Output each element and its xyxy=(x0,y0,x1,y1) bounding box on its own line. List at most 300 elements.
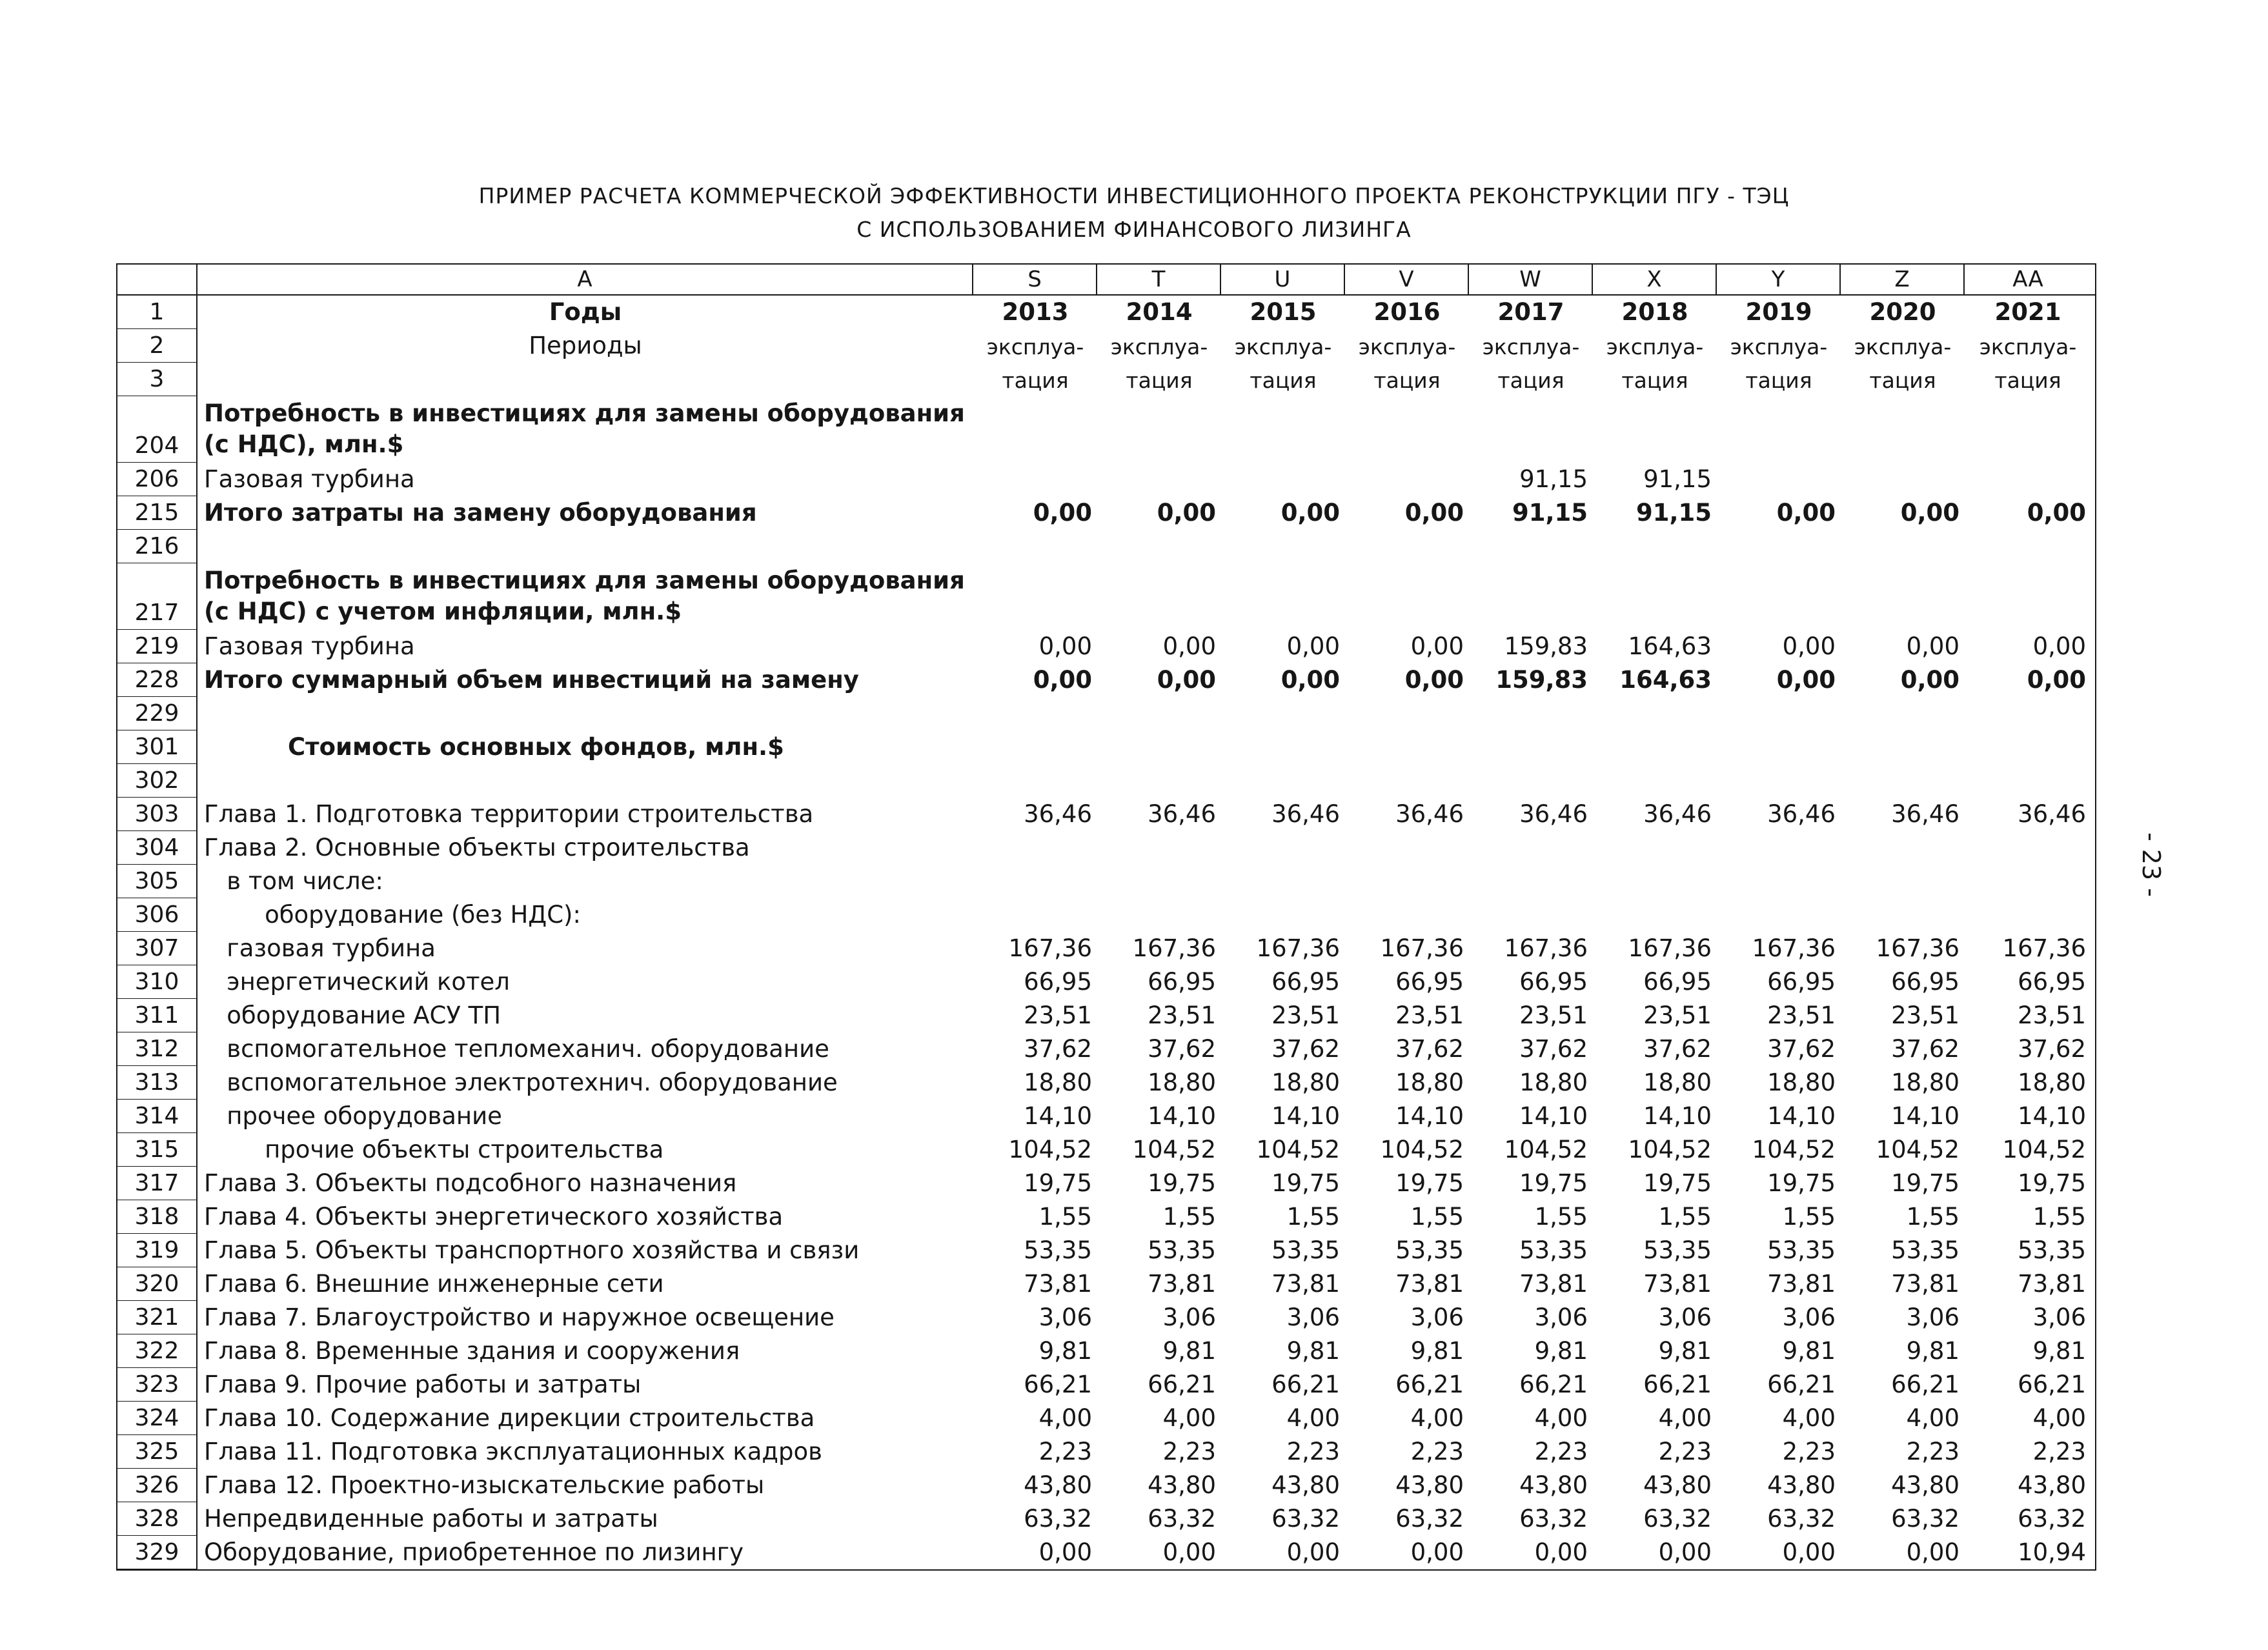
value-cell: 66,21 xyxy=(1395,1370,1464,1398)
value-cell: 18,80 xyxy=(1767,1068,1836,1096)
period-cell: эксплуа- xyxy=(1358,334,1456,360)
row-label: Глава 3. Объекты подсобного назначения xyxy=(204,1169,737,1197)
value-cell xyxy=(1965,865,2091,898)
value-cell xyxy=(1221,697,1345,730)
years-row xyxy=(117,296,2095,329)
table-row xyxy=(117,1301,2095,1334)
row-label: Непредвиденные работы и затраты xyxy=(204,1504,658,1533)
value-cell: 63,32 xyxy=(1891,1504,1959,1533)
value-cell: 1,55 xyxy=(1410,1202,1464,1231)
value-cell: 23,51 xyxy=(2018,1001,2086,1029)
column-header: A xyxy=(197,265,973,294)
value-cell: 66,21 xyxy=(1271,1370,1340,1398)
value-cell xyxy=(1841,898,1965,932)
period-cell: эксплуа- xyxy=(1730,334,1828,360)
value-cell xyxy=(1469,697,1593,730)
value-cell: 91,15 xyxy=(1512,498,1588,527)
value-cell xyxy=(1841,463,1965,496)
value-cell: 43,80 xyxy=(1643,1471,1712,1499)
row-label: Глава 9. Прочие работы и затраты xyxy=(204,1370,642,1398)
row-label: вспомогательное тепломеханич. оборудование xyxy=(204,1034,829,1063)
value-cell xyxy=(1097,898,1221,932)
row-label: Итого затраты на замену оборудования xyxy=(204,498,757,527)
value-cell xyxy=(1841,697,1965,730)
years-label: Годы xyxy=(549,297,622,326)
row-number: 319 xyxy=(117,1234,197,1267)
period-cell: эксплуа- xyxy=(1854,334,1952,360)
value-cell xyxy=(973,530,1097,563)
value-cell: 63,32 xyxy=(1271,1504,1340,1533)
value-cell: 36,46 xyxy=(1767,800,1836,828)
row-number: 307 xyxy=(117,932,197,965)
value-cell: 2,23 xyxy=(1162,1437,1216,1465)
value-cell: 14,10 xyxy=(1271,1102,1340,1130)
value-cell: 3,06 xyxy=(1162,1303,1216,1331)
value-cell: 53,35 xyxy=(1024,1236,1092,1264)
table-row xyxy=(117,1167,2095,1200)
value-cell xyxy=(1965,563,2091,630)
year-2021: 2021 xyxy=(1994,297,2061,326)
value-cell: 9,81 xyxy=(1658,1336,1712,1365)
value-cell xyxy=(1345,831,1469,865)
row-number: 215 xyxy=(117,496,197,530)
column-header: Y xyxy=(1717,265,1841,294)
value-cell: 1,55 xyxy=(1286,1202,1340,1231)
table-row xyxy=(117,396,2095,463)
value-cell xyxy=(973,865,1097,898)
value-cell: 3,06 xyxy=(1286,1303,1340,1331)
row-label: в том числе: xyxy=(204,867,383,895)
row-number: 324 xyxy=(117,1402,197,1435)
row-label: энергетический котел xyxy=(204,967,510,996)
table-row xyxy=(117,1032,2095,1066)
value-cell: 0,00 xyxy=(2032,632,2086,660)
value-cell: 9,81 xyxy=(1906,1336,1959,1365)
value-cell: 3,06 xyxy=(1782,1303,1836,1331)
period-cell: тация xyxy=(1126,368,1193,394)
value-cell xyxy=(1221,898,1345,932)
value-cell: 23,51 xyxy=(1767,1001,1836,1029)
value-cell: 2,23 xyxy=(2032,1437,2086,1465)
value-cell: 0,00 xyxy=(1410,1538,1464,1566)
value-cell xyxy=(973,463,1097,496)
period-cell: тация xyxy=(1621,368,1688,394)
value-cell: 73,81 xyxy=(1024,1269,1092,1298)
value-cell: 73,81 xyxy=(1767,1269,1836,1298)
value-cell: 19,75 xyxy=(1643,1169,1712,1197)
value-cell: 167,36 xyxy=(1256,934,1340,962)
value-cell: 36,46 xyxy=(1519,800,1588,828)
period-cell: эксплуа- xyxy=(986,334,1084,360)
value-cell: 164,63 xyxy=(1628,632,1712,660)
value-cell: 0,00 xyxy=(1782,632,1836,660)
table-row xyxy=(117,764,2095,798)
row-label: Глава 5. Объекты транспортного хозяйства и связи xyxy=(204,1236,860,1264)
value-cell xyxy=(1593,530,1717,563)
value-cell xyxy=(1965,831,2091,865)
value-cell xyxy=(1097,463,1221,496)
value-cell xyxy=(1717,730,1841,764)
value-cell: 18,80 xyxy=(1891,1068,1959,1096)
value-cell xyxy=(1593,563,1717,630)
value-cell: 1,55 xyxy=(1038,1202,1092,1231)
value-cell: 3,06 xyxy=(2032,1303,2086,1331)
value-cell: 4,00 xyxy=(1534,1404,1588,1432)
period-cell: тация xyxy=(1994,368,2061,394)
value-cell: 14,10 xyxy=(1767,1102,1836,1130)
value-cell: 4,00 xyxy=(1162,1404,1216,1432)
year-2016: 2016 xyxy=(1373,297,1441,326)
row-number: 216 xyxy=(117,530,197,563)
value-cell: 19,75 xyxy=(1148,1169,1216,1197)
value-cell xyxy=(1097,563,1221,630)
value-cell xyxy=(1097,697,1221,730)
value-cell xyxy=(1717,530,1841,563)
value-cell xyxy=(1841,865,1965,898)
value-cell: 73,81 xyxy=(1519,1269,1588,1298)
table-row xyxy=(117,1334,2095,1368)
value-cell xyxy=(973,730,1097,764)
value-cell xyxy=(1841,530,1965,563)
document-title: ПРИМЕР РАСЧЕТА КОММЕРЧЕСКОЙ ЭФФЕКТИВНОСТИ ИНВЕСТИЦИОННОГО ПРОЕКТА РЕКОНСТРУКЦИИ ПГУ - ТЭЦ xyxy=(478,183,1790,208)
value-cell xyxy=(1965,463,2091,496)
row-label: Итого суммарный объем инвестиций на замену xyxy=(204,665,859,694)
value-cell: 104,52 xyxy=(1504,1135,1588,1163)
year-2020: 2020 xyxy=(1869,297,1936,326)
period-cell: тация xyxy=(1497,368,1564,394)
value-cell: 14,10 xyxy=(1643,1102,1712,1130)
row-number: 325 xyxy=(117,1435,197,1469)
value-cell xyxy=(1345,764,1469,798)
value-cell xyxy=(1593,764,1717,798)
row-number: 228 xyxy=(117,663,197,697)
column-header: V xyxy=(1345,265,1469,294)
row-number: 3 xyxy=(117,363,197,396)
value-cell: 9,81 xyxy=(1162,1336,1216,1365)
value-cell: 66,95 xyxy=(1395,967,1464,996)
table-row xyxy=(117,663,2095,697)
value-cell xyxy=(1469,730,1593,764)
value-cell: 43,80 xyxy=(1891,1471,1959,1499)
value-cell xyxy=(1841,396,1965,463)
value-cell: 0,00 xyxy=(1776,665,1836,694)
value-cell: 18,80 xyxy=(2018,1068,2086,1096)
value-cell: 23,51 xyxy=(1024,1001,1092,1029)
value-cell: 43,80 xyxy=(1767,1471,1836,1499)
value-cell: 4,00 xyxy=(2032,1404,2086,1432)
table-row xyxy=(117,898,2095,932)
value-cell: 53,35 xyxy=(1767,1236,1836,1264)
value-cell: 104,52 xyxy=(1876,1135,1959,1163)
row-number: 317 xyxy=(117,1167,197,1200)
value-cell xyxy=(1717,831,1841,865)
value-cell xyxy=(1345,730,1469,764)
periods-row-2 xyxy=(117,363,2095,396)
value-cell: 43,80 xyxy=(1024,1471,1092,1499)
value-cell: 0,00 xyxy=(1162,632,1216,660)
year-2017: 2017 xyxy=(1497,297,1564,326)
value-cell: 2,23 xyxy=(1906,1437,1959,1465)
row-label: Глава 1. Подготовка территории строительства xyxy=(204,800,814,828)
value-cell: 66,95 xyxy=(1271,967,1340,996)
value-cell: 0,00 xyxy=(2027,498,2086,527)
value-cell: 18,80 xyxy=(1024,1068,1092,1096)
row-label: Глава 12. Проектно-изыскательские работы xyxy=(204,1471,765,1499)
value-cell xyxy=(973,831,1097,865)
value-cell: 0,00 xyxy=(1900,498,1959,527)
value-cell: 19,75 xyxy=(1395,1169,1464,1197)
value-cell xyxy=(1593,396,1717,463)
value-cell: 167,36 xyxy=(1628,934,1712,962)
value-cell: 3,06 xyxy=(1658,1303,1712,1331)
value-cell xyxy=(1221,865,1345,898)
table-row xyxy=(117,999,2095,1032)
value-cell: 3,06 xyxy=(1410,1303,1464,1331)
table-row xyxy=(117,1133,2095,1167)
table-row xyxy=(117,463,2095,496)
periods-row xyxy=(117,329,2095,363)
value-cell xyxy=(1469,865,1593,898)
value-cell xyxy=(1221,730,1345,764)
value-cell: 18,80 xyxy=(1643,1068,1712,1096)
value-cell: 18,80 xyxy=(1271,1068,1340,1096)
value-cell: 14,10 xyxy=(1148,1102,1216,1130)
value-cell: 66,21 xyxy=(1767,1370,1836,1398)
value-cell: 0,00 xyxy=(1534,1538,1588,1566)
row-number: 328 xyxy=(117,1502,197,1536)
value-cell: 63,32 xyxy=(1519,1504,1588,1533)
table-row xyxy=(117,496,2095,530)
row-label: Глава 8. Временные здания и сооружения xyxy=(204,1336,740,1365)
period-cell: тация xyxy=(1373,368,1441,394)
value-cell: 23,51 xyxy=(1395,1001,1464,1029)
value-cell: 36,46 xyxy=(1395,800,1464,828)
value-cell xyxy=(1841,831,1965,865)
value-cell: 0,00 xyxy=(1900,665,1959,694)
column-header: S xyxy=(973,265,1097,294)
value-cell xyxy=(1345,396,1469,463)
value-cell: 14,10 xyxy=(1519,1102,1588,1130)
value-cell xyxy=(1593,865,1717,898)
value-cell: 53,35 xyxy=(1643,1236,1712,1264)
value-cell: 0,00 xyxy=(1906,1538,1959,1566)
value-cell xyxy=(1221,530,1345,563)
value-cell: 73,81 xyxy=(1395,1269,1464,1298)
value-cell: 4,00 xyxy=(1038,1404,1092,1432)
column-header: U xyxy=(1221,265,1345,294)
row-label: газовая турбина xyxy=(204,934,436,962)
value-cell: 37,62 xyxy=(1643,1034,1712,1063)
page-number: - 23 - xyxy=(2137,832,2165,897)
value-cell xyxy=(1593,898,1717,932)
value-cell: 9,81 xyxy=(1782,1336,1836,1365)
row-label xyxy=(197,697,973,730)
value-cell: 66,95 xyxy=(1767,967,1836,996)
value-cell: 53,35 xyxy=(1891,1236,1959,1264)
table-row xyxy=(117,1100,2095,1133)
value-cell xyxy=(1469,563,1593,630)
value-cell: 66,95 xyxy=(1024,967,1092,996)
value-cell xyxy=(973,697,1097,730)
value-cell xyxy=(1097,396,1221,463)
value-cell: 3,06 xyxy=(1534,1303,1588,1331)
value-cell: 63,32 xyxy=(1148,1504,1216,1533)
value-cell: 66,95 xyxy=(1891,967,1959,996)
value-cell: 63,32 xyxy=(1024,1504,1092,1533)
value-cell: 3,06 xyxy=(1038,1303,1092,1331)
value-cell xyxy=(1345,865,1469,898)
row-number: 321 xyxy=(117,1301,197,1334)
value-cell: 53,35 xyxy=(1519,1236,1588,1264)
value-cell xyxy=(1593,730,1717,764)
value-cell: 66,21 xyxy=(2018,1370,2086,1398)
value-cell xyxy=(1469,898,1593,932)
table-row xyxy=(117,1368,2095,1402)
value-cell: 43,80 xyxy=(2018,1471,2086,1499)
value-cell: 43,80 xyxy=(1519,1471,1588,1499)
value-cell xyxy=(1593,831,1717,865)
value-cell: 73,81 xyxy=(1271,1269,1340,1298)
value-cell: 9,81 xyxy=(1410,1336,1464,1365)
row-number: 318 xyxy=(117,1200,197,1234)
table-row xyxy=(117,865,2095,898)
value-cell: 36,46 xyxy=(1271,800,1340,828)
value-cell: 104,52 xyxy=(1132,1135,1216,1163)
table-row xyxy=(117,1469,2095,1502)
value-cell: 36,46 xyxy=(1891,800,1959,828)
table-row xyxy=(117,630,2095,663)
value-cell xyxy=(1965,764,2091,798)
value-cell: 0,00 xyxy=(1157,498,1216,527)
value-cell: 19,75 xyxy=(1767,1169,1836,1197)
period-cell: эксплуа- xyxy=(1482,334,1580,360)
value-cell: 2,23 xyxy=(1782,1437,1836,1465)
year-2015: 2015 xyxy=(1250,297,1317,326)
value-cell xyxy=(1097,730,1221,764)
table-row xyxy=(117,563,2095,630)
value-cell xyxy=(1221,764,1345,798)
value-cell xyxy=(1221,396,1345,463)
row-label: прочее оборудование xyxy=(204,1102,502,1130)
table-row xyxy=(117,1402,2095,1435)
value-cell: 0,00 xyxy=(1286,632,1340,660)
row-number: 302 xyxy=(117,764,197,798)
row-number: 313 xyxy=(117,1066,197,1100)
value-cell xyxy=(1717,865,1841,898)
value-cell: 104,52 xyxy=(2002,1135,2086,1163)
value-cell xyxy=(1097,530,1221,563)
row-label: Газовая турбина xyxy=(204,632,415,660)
value-cell xyxy=(1345,898,1469,932)
value-cell xyxy=(1097,831,1221,865)
value-cell xyxy=(1717,563,1841,630)
value-cell: 0,00 xyxy=(1404,498,1464,527)
value-cell: 0,00 xyxy=(1033,665,1092,694)
value-cell: 10,94 xyxy=(2018,1538,2086,1566)
column-header: W xyxy=(1469,265,1593,294)
period-cell: тация xyxy=(1002,368,1069,394)
row-label: вспомогательное электротехнич. оборудование xyxy=(204,1068,838,1096)
table-row xyxy=(117,965,2095,999)
value-cell: 73,81 xyxy=(1148,1269,1216,1298)
value-cell: 63,32 xyxy=(1767,1504,1836,1533)
value-cell: 37,62 xyxy=(1767,1034,1836,1063)
value-cell xyxy=(1097,764,1221,798)
value-cell: 0,00 xyxy=(1286,1538,1340,1566)
value-cell: 66,95 xyxy=(1519,967,1588,996)
value-cell xyxy=(1965,898,2091,932)
value-cell: 167,36 xyxy=(1380,934,1464,962)
period-cell: эксплуа- xyxy=(1110,334,1208,360)
table-row xyxy=(117,932,2095,965)
period-cell: эксплуа- xyxy=(1606,334,1704,360)
periods-label: Периоды xyxy=(529,331,642,359)
table-row xyxy=(117,1502,2095,1536)
value-cell: 23,51 xyxy=(1148,1001,1216,1029)
value-cell: 167,36 xyxy=(2002,934,2086,962)
row-label: Глава 2. Основные объекты строительства xyxy=(204,833,750,861)
table-row xyxy=(117,1267,2095,1301)
row-number: 229 xyxy=(117,697,197,730)
column-header-row xyxy=(117,265,2095,296)
table-row xyxy=(117,730,2095,764)
value-cell: 19,75 xyxy=(1519,1169,1588,1197)
row-number: 206 xyxy=(117,463,197,496)
value-cell xyxy=(973,563,1097,630)
year-2014: 2014 xyxy=(1126,297,1193,326)
value-cell xyxy=(1965,530,2091,563)
period-cell: тация xyxy=(1745,368,1812,394)
value-cell xyxy=(1221,563,1345,630)
value-cell: 9,81 xyxy=(1038,1336,1092,1365)
row-label: оборудование АСУ ТП xyxy=(204,1001,501,1029)
value-cell: 0,00 xyxy=(2027,665,2086,694)
row-number: 322 xyxy=(117,1334,197,1368)
value-cell xyxy=(1965,730,2091,764)
year-2018: 2018 xyxy=(1621,297,1688,326)
table-row xyxy=(117,1234,2095,1267)
value-cell xyxy=(1221,831,1345,865)
value-cell xyxy=(1717,697,1841,730)
column-header: X xyxy=(1593,265,1717,294)
period-cell: тация xyxy=(1869,368,1936,394)
value-cell xyxy=(1345,697,1469,730)
row-label: Глава 6. Внешние инженерные сети xyxy=(204,1269,664,1298)
value-cell xyxy=(1965,697,2091,730)
value-cell: 37,62 xyxy=(1519,1034,1588,1063)
value-cell: 91,15 xyxy=(1519,465,1588,493)
value-cell: 66,21 xyxy=(1891,1370,1959,1398)
column-header: T xyxy=(1097,265,1221,294)
value-cell: 0,00 xyxy=(1038,632,1092,660)
value-cell: 4,00 xyxy=(1410,1404,1464,1432)
value-cell xyxy=(1221,463,1345,496)
row-label: Потребность в инвестициях для замены оборудования (с НДС) с учетом инфляции, млн.$ xyxy=(204,566,965,625)
value-cell: 2,23 xyxy=(1410,1437,1464,1465)
value-cell: 0,00 xyxy=(1404,665,1464,694)
row-label: оборудование (без НДС): xyxy=(204,900,581,929)
value-cell: 66,95 xyxy=(1643,967,1712,996)
empty-label xyxy=(197,363,973,396)
value-cell: 53,35 xyxy=(1148,1236,1216,1264)
period-cell: эксплуа- xyxy=(1234,334,1332,360)
value-cell: 0,00 xyxy=(1038,1538,1092,1566)
value-cell xyxy=(1841,563,1965,630)
value-cell: 0,00 xyxy=(1658,1538,1712,1566)
row-label: прочие объекты строительства xyxy=(204,1135,664,1163)
value-cell: 14,10 xyxy=(1395,1102,1464,1130)
row-number: 323 xyxy=(117,1368,197,1402)
